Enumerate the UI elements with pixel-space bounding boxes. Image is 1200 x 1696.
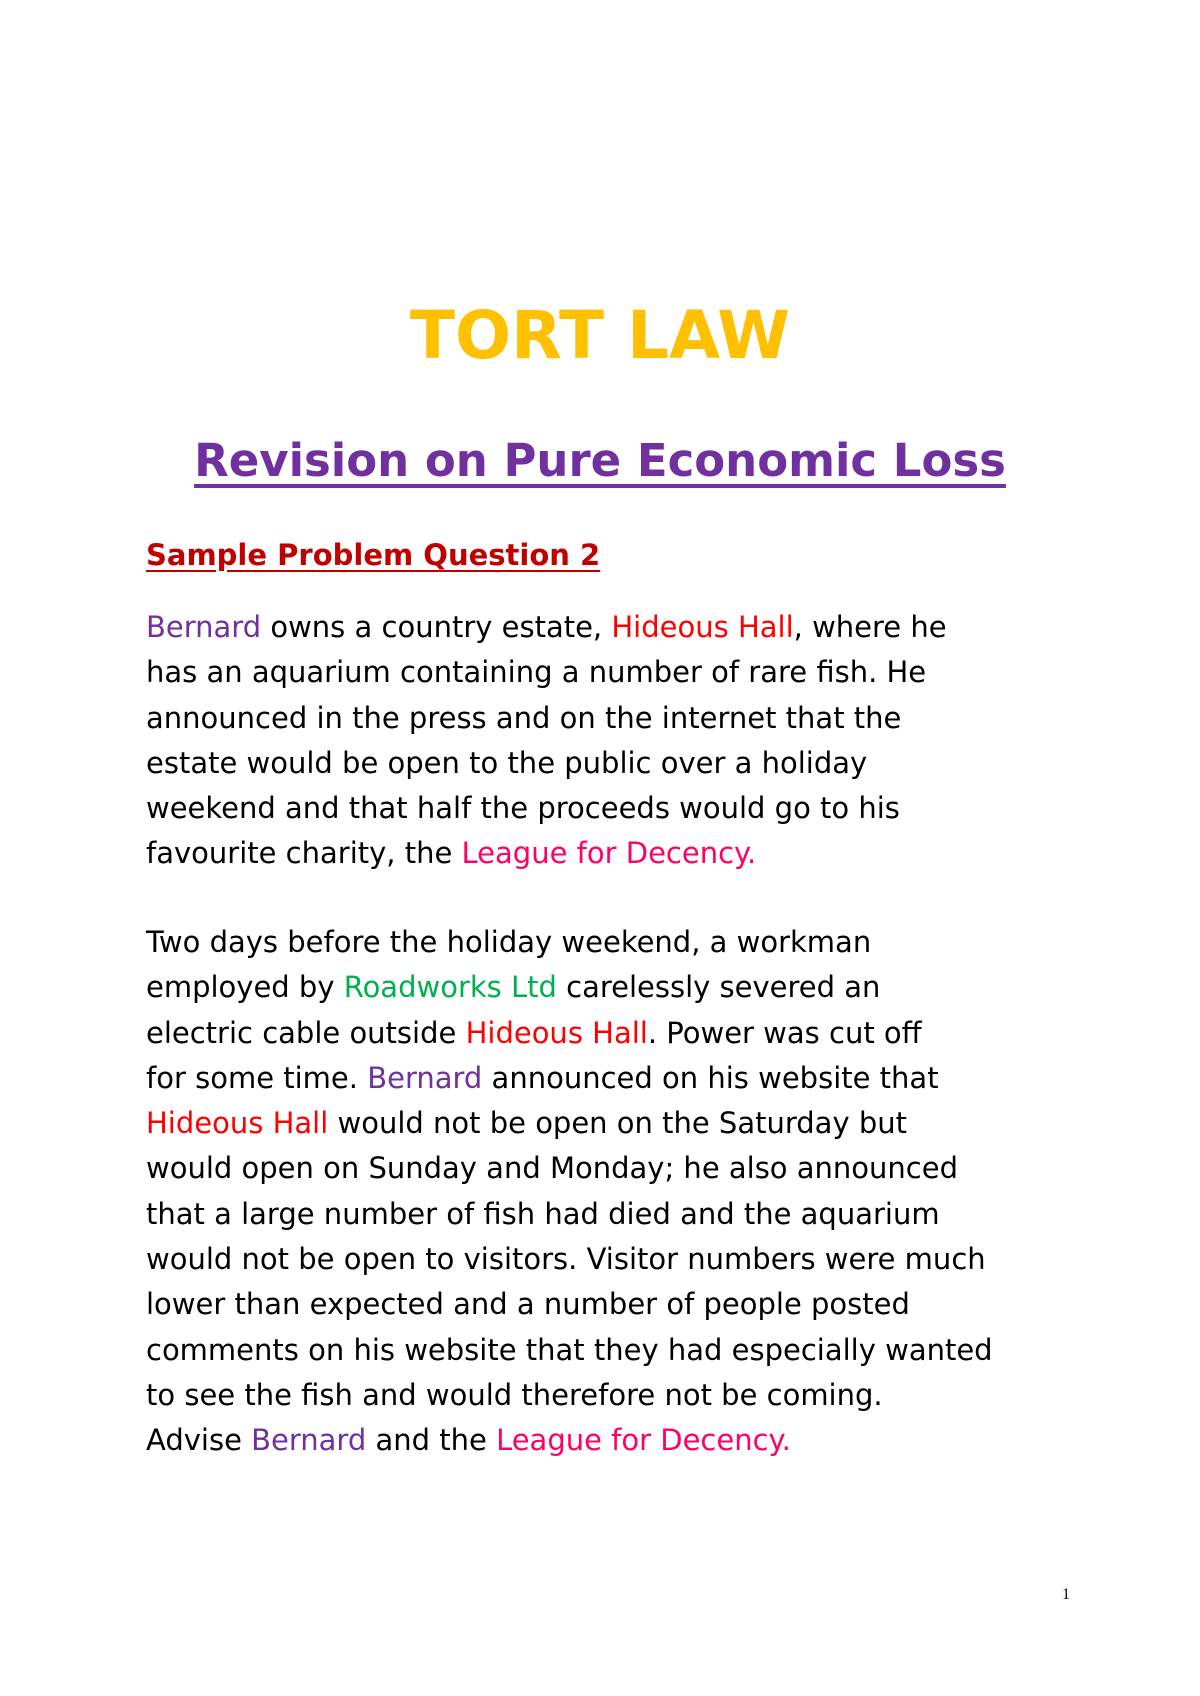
- text-line: estate would be open to the public over a holiday: [146, 745, 868, 780]
- name-bernard: Bernard: [146, 610, 262, 644]
- text-line: would open on Sunday and Monday; he also announced: [146, 1151, 958, 1186]
- name-bernard: Bernard: [367, 1060, 483, 1095]
- name-hideous-hall: Hideous Hall: [146, 1106, 329, 1141]
- text-line: comments on his website that they had especially wanted: [146, 1332, 993, 1367]
- text-run: would not be open on the Saturday but: [328, 1106, 907, 1141]
- problem-paragraph-1: [146, 605, 1086, 877]
- document-subtitle: Revision on Pure Economic Loss: [194, 434, 1006, 487]
- section-heading: Sample Problem Question 2: [146, 538, 601, 572]
- text-line: has an aquarium containing a number of rare fish. He: [146, 655, 927, 690]
- name-league-for-decency: League for Decency.: [461, 836, 757, 871]
- name-hideous-hall: Hideous Hall: [465, 1015, 648, 1050]
- text-line: announced in the press and on the internet that the: [146, 700, 902, 735]
- text-run: for some time.: [146, 1060, 368, 1095]
- text-run: Advise: [146, 1423, 252, 1458]
- text-run: and the: [366, 1423, 497, 1458]
- text-run: employed by: [146, 970, 344, 1005]
- name-hideous-hall: Hideous Hall: [611, 610, 794, 644]
- text-run: favourite charity, the: [146, 836, 462, 871]
- text-line: that a large number of fish had died and the aquarium: [146, 1196, 940, 1231]
- name-league-for-decency: League for Decency.: [496, 1423, 791, 1458]
- name-bernard: Bernard: [251, 1423, 367, 1458]
- page-number: 1: [1062, 1586, 1070, 1603]
- text-line: to see the fish and would therefore not be coming.: [146, 1377, 883, 1412]
- name-roadworks-ltd: Roadworks Ltd: [343, 970, 557, 1005]
- text-line: Two days before the holiday weekend, a workman: [146, 925, 872, 959]
- text-run: announced on his website that: [482, 1060, 939, 1095]
- problem-paragraph-2: [146, 920, 1086, 1464]
- text-run: carelessly severed an: [556, 970, 881, 1005]
- text-line: lower than expected and a number of people posted: [146, 1287, 910, 1322]
- text-run: electric cable outside: [146, 1015, 466, 1050]
- text-run: , where he: [793, 610, 947, 644]
- document-title: TORT LAW: [410, 297, 790, 374]
- text-line: would not be open to visitors. Visitor numbers were much: [146, 1242, 986, 1277]
- text-run: . Power was cut off: [647, 1015, 922, 1050]
- text-run: owns a country estate,: [261, 610, 612, 644]
- text-line: weekend and that half the proceeds would go to his: [146, 791, 900, 826]
